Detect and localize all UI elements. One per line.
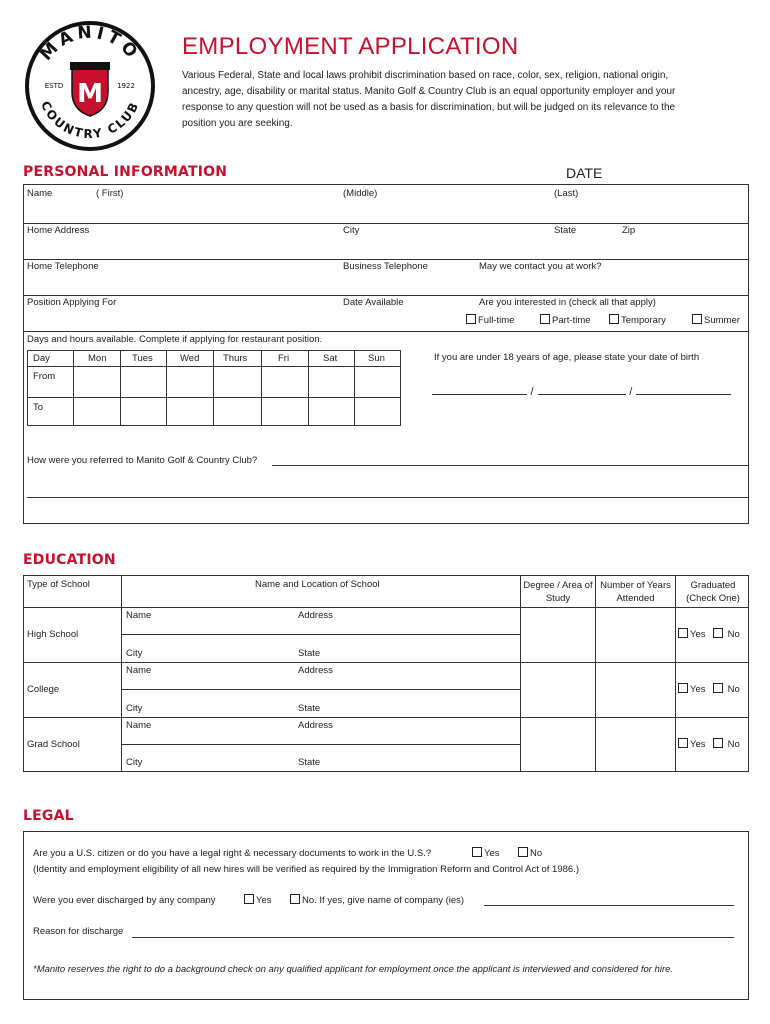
yes-label: Yes: [256, 895, 272, 906]
checkbox-icon[interactable]: [713, 738, 723, 748]
citizen-question: Are you a U.S. citizen or do you have a legal right & necessary documents to work in the U.S.?: [33, 848, 432, 859]
from-label: From: [33, 371, 56, 382]
logo-year: 1922: [117, 82, 135, 90]
hs-no-option[interactable]: [713, 628, 740, 640]
checkbox-icon[interactable]: [244, 894, 254, 904]
grad-yes-option[interactable]: [678, 738, 706, 750]
last-name-field[interactable]: (Last): [554, 188, 579, 199]
logo-emblem: M: [77, 79, 103, 109]
college-address-field[interactable]: Address: [298, 665, 333, 676]
no-company-label: No. If yes, give name of company (ies): [302, 895, 465, 906]
middle-name-field[interactable]: (Middle): [343, 188, 378, 199]
referred-label: How were you referred to Manito Golf & Country Club?: [27, 455, 258, 466]
yes-label: Yes: [690, 739, 706, 750]
no-label: No: [727, 684, 740, 695]
col-years: Number of Years Attended: [600, 580, 671, 604]
tues-header: Tues: [132, 353, 153, 364]
under18-label: If you are under 18 years of age, please state your date of birth: [434, 352, 700, 363]
temporary-option[interactable]: [609, 314, 666, 326]
college-no-option[interactable]: [713, 683, 740, 695]
summer-option[interactable]: [692, 314, 740, 326]
temporary-label: Temporary: [621, 315, 666, 326]
citizen-yes-option[interactable]: [472, 847, 500, 859]
logo-top-text: MANITO: [36, 22, 144, 65]
college-name-field[interactable]: Name: [126, 665, 152, 676]
days-grid: [27, 350, 401, 426]
referred-line[interactable]: [272, 465, 748, 466]
discharged-no-option[interactable]: [290, 894, 464, 906]
logo-bottom-text: COUNTRY CLUB: [38, 98, 142, 142]
manito-logo: [24, 20, 156, 152]
first-name-field[interactable]: ( First): [96, 188, 124, 199]
parttime-option[interactable]: [540, 314, 591, 326]
referred-line-2[interactable]: [27, 497, 748, 498]
citizen-no-option[interactable]: [518, 847, 542, 859]
no-label: No: [727, 739, 740, 750]
col-type: Type of School: [27, 579, 90, 590]
page-title: EMPLOYMENT APPLICATION: [182, 33, 519, 60]
grad-city-field[interactable]: City: [126, 757, 143, 768]
wed-header: Wed: [180, 353, 200, 364]
checkbox-icon[interactable]: [609, 314, 619, 324]
checkbox-icon[interactable]: [678, 683, 688, 693]
no-label: No: [530, 848, 543, 859]
legal-heading: LEGAL: [23, 808, 74, 824]
day-header: Day: [33, 353, 50, 364]
disclaimer: *Manito reserves the right to do a background check on any qualified applicant for employment once the applicant is interviewed and considered for hire.: [33, 964, 674, 975]
checkbox-icon[interactable]: [466, 314, 476, 324]
thurs-header: Thurs: [223, 353, 248, 364]
fulltime-option[interactable]: [466, 314, 514, 326]
home-address-field[interactable]: Home Address: [27, 225, 90, 236]
checkbox-icon[interactable]: [472, 847, 482, 857]
checkbox-icon[interactable]: [713, 628, 723, 638]
checkbox-icon[interactable]: [290, 894, 300, 904]
intro-text: Various Federal, State and local laws prohibit discrimination based on race, color, sex, religion, national origin, ancestry, age, disability or marital status. Manito Golf & Country Club is an equal opportunity employer and your response to any question will not be used as a basis for discrimination, but will be judged on its relevance to the position you are seeking.: [182, 70, 676, 129]
interest-label: Are you interested in (check all that apply): [479, 297, 656, 308]
grad-name-field[interactable]: Name: [126, 720, 152, 731]
checkbox-icon[interactable]: [518, 847, 528, 857]
checkbox-icon[interactable]: [678, 628, 688, 638]
hs-yes-option[interactable]: [678, 628, 706, 640]
sun-header: Sun: [368, 353, 385, 364]
city-field[interactable]: City: [343, 225, 360, 236]
row-high-school: High School: [27, 629, 79, 640]
no-label: No: [727, 629, 740, 640]
summer-label: Summer: [704, 315, 740, 326]
sat-header: Sat: [323, 353, 338, 364]
company-line[interactable]: [484, 905, 734, 906]
col-degree: Degree / Area of Study: [523, 580, 593, 604]
college-city-field[interactable]: City: [126, 703, 143, 714]
hs-name-field[interactable]: Name: [126, 610, 152, 621]
checkbox-icon[interactable]: [692, 314, 702, 324]
birthdate-field[interactable]: / /: [432, 386, 731, 398]
col-graduated: Graduated (Check One): [686, 580, 740, 604]
hs-address-field[interactable]: Address: [298, 610, 333, 621]
discharged-yes-option[interactable]: [244, 894, 272, 906]
zip-field[interactable]: Zip: [622, 225, 636, 236]
discharged-question: Were you ever discharged by any company: [33, 895, 216, 906]
yes-label: Yes: [690, 684, 706, 695]
education-heading: EDUCATION: [23, 552, 116, 568]
yes-label: Yes: [690, 629, 706, 640]
row-college: College: [27, 684, 60, 695]
hs-city-field[interactable]: City: [126, 648, 143, 659]
hs-state-field[interactable]: State: [298, 648, 321, 659]
row-grad-school: Grad School: [27, 739, 80, 750]
grad-no-option[interactable]: [713, 738, 740, 750]
parttime-label: Part-time: [552, 315, 591, 326]
fri-header: Fri: [278, 353, 290, 364]
col-name-location: Name and Location of School: [255, 579, 380, 590]
days-note: Days and hours available. Complete if applying for restaurant position.: [27, 334, 323, 345]
grad-state-field[interactable]: State: [298, 757, 321, 768]
checkbox-icon[interactable]: [713, 683, 723, 693]
mon-header: Mon: [88, 353, 107, 364]
reason-line[interactable]: [132, 937, 734, 938]
date-available-field[interactable]: Date Available: [343, 297, 404, 308]
to-label: To: [33, 402, 44, 413]
grad-address-field[interactable]: Address: [298, 720, 333, 731]
checkbox-icon[interactable]: [540, 314, 550, 324]
personal-heading: PERSONAL INFORMATION: [23, 164, 228, 180]
state-field[interactable]: State: [554, 225, 577, 236]
college-state-field[interactable]: State: [298, 703, 321, 714]
fulltime-label: Full-time: [478, 315, 515, 326]
contact-work-field[interactable]: May we contact you at work?: [479, 261, 602, 272]
position-field[interactable]: Position Applying For: [27, 297, 117, 308]
reason-label: Reason for discharge: [33, 926, 124, 937]
logo-estd: ESTD: [44, 82, 64, 90]
citizen-note: (Identity and employment eligibility of all new hires will be verified as required by the Immigration Reform and Control Act of 1986.): [33, 864, 579, 875]
college-yes-option[interactable]: [678, 683, 706, 695]
date-label: DATE: [566, 165, 603, 181]
yes-label: Yes: [484, 848, 500, 859]
business-phone-field[interactable]: Business Telephone: [343, 261, 428, 272]
checkbox-icon[interactable]: [678, 738, 688, 748]
home-phone-field[interactable]: Home Telephone: [27, 261, 99, 272]
name-label: Name: [27, 188, 53, 199]
